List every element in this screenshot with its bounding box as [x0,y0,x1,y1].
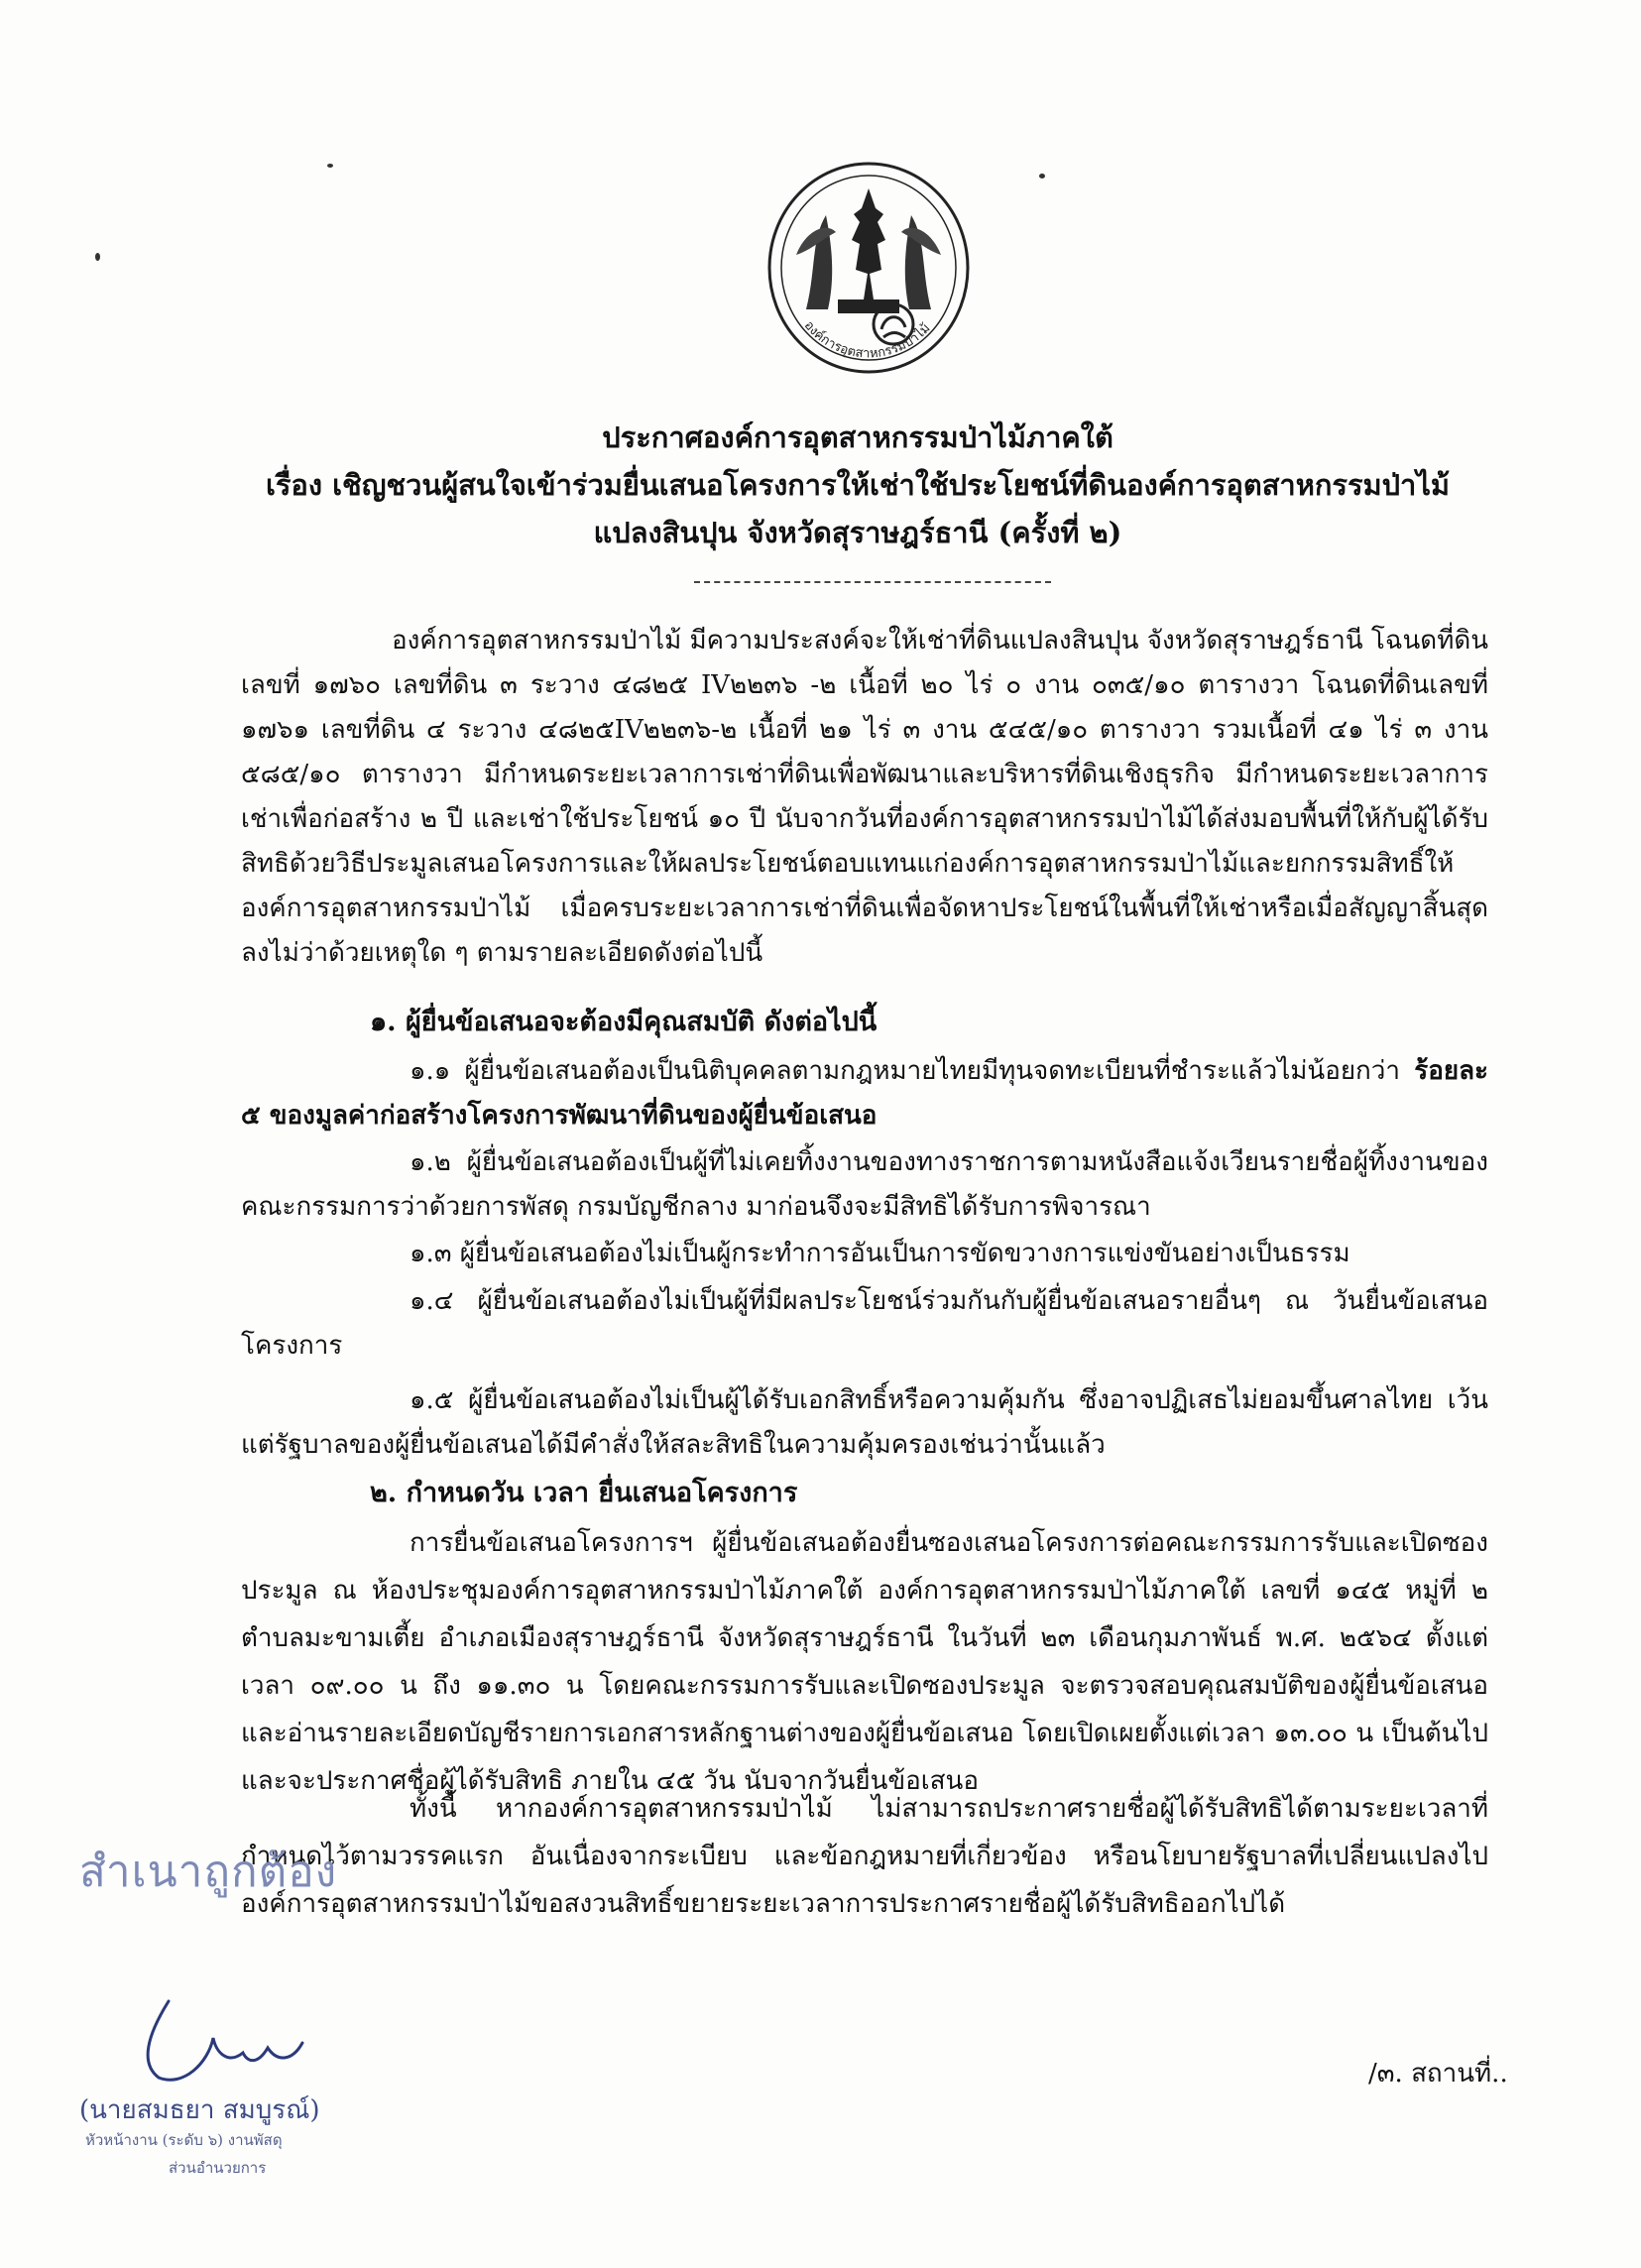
seal-ring-text: องค์การอุตสาหกรรมป่าไม้ [800,317,934,362]
item-1-1-text: ๑.๑ ผู้ยื่นข้อเสนอต้องเป็นนิติบุคคลตามกฎหมายไทยมีทุนจดทะเบียนที่ชำระแล้วไม่น้อยกว่า [410,1056,1400,1086]
signer-position: หัวหน้างาน (ระดับ ๖) งานพัสดุ [85,2131,283,2149]
section-1-item-5: ๑.๕ ผู้ยื่นข้อเสนอต้องไม่เป็นผู้ได้รับเอกสิทธิ์หรือความคุ้มกัน ซึ่งอาจปฏิเสธไม่ยอมขึ้นศาลไทย เว้นแต่รัฐบาลของผู้ยื่นข้อเสนอได้มีคำสั่งให้สละสิทธิในความคุ้มครองเช่นว่านั้นแล้ว [241,1385,1488,1460]
certified-copy-stamp: สำเนาถูกต้อง [79,1847,338,1897]
section-1-item-4: ๑.๔ ผู้ยื่นข้อเสนอต้องไม่เป็นผู้ที่มีผลประโยชน์ร่วมกันกับผู้ยื่นข้อเสนอรายอื่นๆ ณ วันยื่นข้อเสนอโครงการ [241,1286,1488,1361]
announcement-subject: เรื่อง เชิญชวนผู้สนใจเข้าร่วมยื่นเสนอโครงการให้เช่าใช้ประโยชน์ที่ดินองค์การอุตสาหกรรมป่าไม้ [265,468,1451,502]
item-1-1-bold: ร้อยละ ๕ ของมูลค่าก่อสร้างโครงการพัฒนาที่ดินของผู้ยื่นข้อเสนอ [241,1056,1488,1131]
section-1-item-2: ๑.๒ ผู้ยื่นข้อเสนอต้องเป็นผู้ที่ไม่เคยทิ้งงานของทางราชการตามหนังสือแจ้งเวียนรายชื่อผู้ทิ้งงานของคณะกรรมการว่าด้วยการพัสดุ กรมบัญชีกลาง มาก่อนจึงจะมีสิทธิได้รับการพิจารณา [241,1147,1488,1222]
scan-speck [1039,174,1045,179]
intro-paragraph: องค์การอุตสาหกรรมป่าไม้ มีความประสงค์จะให้เช่าที่ดินแปลงสินปุน จังหวัดสุราษฎร์ธานี โฉนดที่ดินเลขที่ ๑๗๖๐ เลขที่ดิน ๓ ระวาง ๔๘๒๕ IV๒๒๓๖ -๒ เนื้อที่ ๒๐ ไร่ ๐ งาน ๐๓๕/๑๐ ตารางวา โฉนดที่ดินเลขที่ ๑๗๖๑ เลขที่ดิน ๔ ระวาง ๔๘๒๕IV๒๒๓๖-๒ เนื้อที่ ๒๑ ไร่ ๓ งาน ๕๔๕/๑๐ ตารางวา รวมเนื้อที่ ๔๑ ไร่ ๓ งาน ๕๘๕/๑๐ ตารางวา มีกำหนดระยะเวลาการเช่าที่ดินเพื่อพัฒนาและบริหารที่ดินเชิงธุรกิจ มีกำหนดระยะเวลาการเช่าเพื่อก่อสร้าง ๒ ปี และเช่าใช้ประโยชน์ ๑๐ ปี นับจากวันที่องค์การอุตสาหกรรมป่าไม้ได้ส่งมอบพื้นที่ให้กับผู้ได้รับสิทธิด้วยวิธีประมูลเสนอโครงการและให้ผลประโยชน์ตอบแทนแก่องค์การอุตสาหกรรมป่าไม้และยกกรรมสิทธิ์ให้ องค์การอุตสาหกรรมป่าไม้ เมื่อครบระยะเวลาการเช่าที่ดินเพื่อจัดหาประโยชน์ในพื้นที่ให้เช่าหรือเมื่อสัญญาสิ้นสุดลงไม่ว่าด้วยเหตุใด ๆ ตามรายละเอียดดังต่อไปนี้ [241,626,1488,968]
section-2-heading: ๒. กำหนดวัน เวลา ยื่นเสนอโครงการ [370,1478,798,1508]
section-2-paragraph-1: การยื่นข้อเสนอโครงการฯ ผู้ยื่นข้อเสนอต้องยื่นซองเสนอโครงการต่อคณะกรรมการรับและเปิดซองประมูล ณ ห้องประชุมองค์การอุตสาหกรรมป่าไม้ภาคใต้ องค์การอุตสาหกรรมป่าไม้ภาคใต้ เลขที่ ๑๔๕ หมู่ที่ ๒ ตำบลมะขามเตี้ย อำเภอเมืองสุราษฎร์ธานี จังหวัดสุราษฎร์ธานี ในวันที่ ๒๓ เดือนกุมภาพันธ์ พ.ศ. ๒๕๖๔ ตั้งแต่เวลา ๐๙.๐๐ น ถึง ๑๑.๓๐ น โดยคณะกรรมการรับและเปิดซองประมูล จะตรวจสอบคุณสมบัติของผู้ยื่นข้อเสนอ และอ่านรายละเอียดบัญชีรายการเอกสารหลักฐานต่างของผู้ยื่นข้อเสนอ โดยเปิดเผยตั้งแต่เวลา ๑๓.๐๐ น เป็นต้นไป และจะประกาศชื่อผู้ได้รับสิทธิ ภายใน ๔๕ วัน นับจากวันยื่นข้อเสนอ [241,1528,1488,1796]
signer-name: (นายสมธยา สมบูรณ์) [79,2095,320,2125]
signature-icon [129,1993,367,2088]
section-1-heading: ๑. ผู้ยื่นข้อเสนอจะต้องมีคุณสมบัติ ดังต่อไปนี้ [370,1007,878,1037]
section-1-item-3: ๑.๓ ผู้ยื่นข้อเสนอต้องไม่เป็นผู้กระทำการอันเป็นการขัดขวางการแข่งขันอย่างเป็นธรรม [410,1239,1350,1268]
forest-industry-organization-seal-icon [766,161,971,375]
heading-divider [694,581,1051,583]
section-1-item-1 [241,1049,1488,1138]
announcement-subject-location: แปลงสินปุน จังหวัดสุราษฎร์ธานี (ครั้งที่ ๒) [593,516,1122,549]
continuation-marker: /๓. สถานที่.. [1368,2059,1508,2089]
signer-department: ส่วนอำนวยการ [169,2159,267,2177]
scan-speck [95,253,100,261]
scan-speck [327,164,333,168]
section-2-paragraph-2: ทั้งนี้ หากองค์การอุตสาหกรรมป่าไม้ ไม่สามารถประกาศรายชื่อผู้ได้รับสิทธิได้ตามระยะเวลาที่กำหนดไว้ตามวรรคแรก อันเนื่องจากระเบียบ และข้อกฎหมายที่เกี่ยวข้อง หรือนโยบายรัฐบาลที่เปลี่ยนแปลงไป องค์การอุตสาหกรรมป่าไม้ขอสงวนสิทธิ์ขยายระยะเวลาการประกาศรายชื่อผู้ได้รับสิทธิออกไปได้ [241,1794,1488,1919]
announcement-heading: ประกาศองค์การอุตสาหกรรมป่าไม้ภาคใต้ [602,420,1114,454]
